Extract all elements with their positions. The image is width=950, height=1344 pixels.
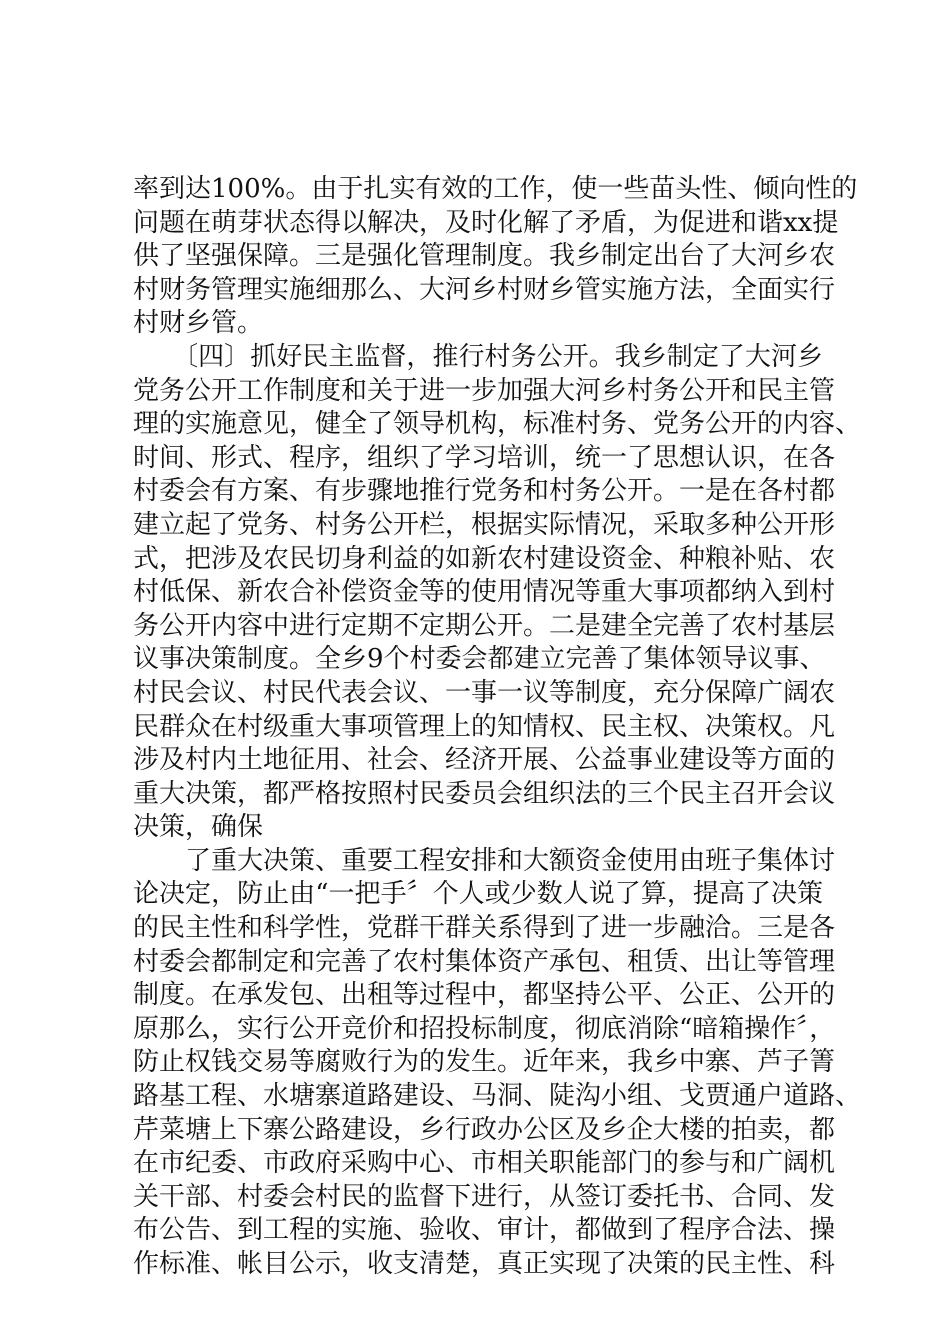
text-line: 芹菜塘上下寨公路建设，乡行政办公区及乡企大楼的拍卖，都 — [133, 1114, 836, 1145]
text-line: 防止权钱交易等腐败行为的发生。近年来，我乡中寨、芦子箐 — [133, 1047, 836, 1078]
text-line: 村低保、新农合补偿资金等的使用情况等重大事项都纳入到村 — [133, 577, 836, 608]
text-line: 理的实施意见，健全了领导机构，标准村务、党务公开的内容、 — [133, 409, 862, 440]
text-line: 村民会议、村民代表会议、一事一议等制度，充分保障广阔农 — [133, 677, 836, 708]
text-line: 在市纪委、市政府采购中心、市相关职能部门的参与和广阔机 — [133, 1148, 836, 1179]
text-line: 问题在萌芽状态得以解决，及时化解了矛盾，为促进和谐xx提 — [133, 207, 839, 238]
text-line: 制度。在承发包、出租等过程中，都坚持公平、公正、公开的 — [133, 980, 836, 1011]
text-line: 重大决策，都严格按照村民委员会组织法的三个民主召开会议 — [133, 778, 836, 809]
text-line: 务公开内容中进行定期不定期公开。二是建全完善了农村基层 — [133, 610, 836, 641]
text-line: 了重大决策、重要工程安排和大额资金使用由班子集体讨 — [133, 845, 836, 876]
text-line: 路基工程、水塘寨道路建设、马洞、陡沟小组、戈贾通户道路、 — [133, 1081, 862, 1112]
text-line: 作标准、帐目公示，收支清楚，真正实现了决策的民主性、科 — [133, 1249, 836, 1279]
text-line: 建立起了党务、村务公开栏，根据实际情况，采取多种公开形 — [133, 509, 836, 540]
paragraph-end-line: 决策，确保 — [133, 812, 264, 843]
text-line: 原那么，实行公开竞价和招投标制度，彻底消除“暗箱操作〞， — [133, 1013, 836, 1044]
text-line: 涉及村内土地征用、社会、经济开展、公益事业建设等方面的 — [133, 745, 836, 776]
text-line: 民群众在村级重大事项管理上的知情权、民主权、决策权。凡 — [133, 711, 836, 742]
text-line: 村委会都制定和完善了农村集体资产承包、租赁、出让等管理 — [133, 946, 836, 977]
text-line: 村财务管理实施细那么、大河乡村财乡管实施方法，全面实行 — [133, 274, 836, 305]
text-line: 供了坚强保障。三是强化管理制度。我乡制定出台了大河乡农 — [133, 241, 836, 272]
text-line: 关干部、村委会村民的监督下进行，从签订委托书、合同、发 — [133, 1181, 836, 1212]
text-line: 村委会有方案、有步骤地推行党务和村务公开。一是在各村都 — [133, 476, 836, 507]
text-line: 的民主性和科学性，党群干群关系得到了进一步融洽。三是各 — [133, 913, 836, 944]
text-line: 〔四〕抓好民主监督，推行村务公开。我乡制定了大河乡 — [133, 341, 823, 372]
paragraph-end-line: 村财乡管。 — [133, 308, 264, 339]
text-line: 式，把涉及农民切身利益的如新农村建设资金、种粮补贴、农 — [133, 543, 836, 574]
text-line: 议事决策制度。全乡9个村委会都建立完善了集体领导议事、 — [133, 644, 826, 675]
text-line: 党务公开工作制度和关于进一步加强大河乡村务公开和民主管 — [133, 375, 836, 406]
text-line: 论决定，防止由“一把手〞个人或少数人说了算，提高了决策 — [133, 879, 823, 910]
body-text — [133, 173, 862, 1282]
text-line: 时间、形式、程序，组织了学习培训，统一了思想认识，在各 — [133, 442, 836, 473]
text-line: 布公告、到工程的实施、验收、审计，都做到了程序合法、操 — [133, 1215, 836, 1246]
text-line: 率到达100%。由于扎实有效的工作，使一些苗头性、倾向性的 — [133, 174, 858, 204]
